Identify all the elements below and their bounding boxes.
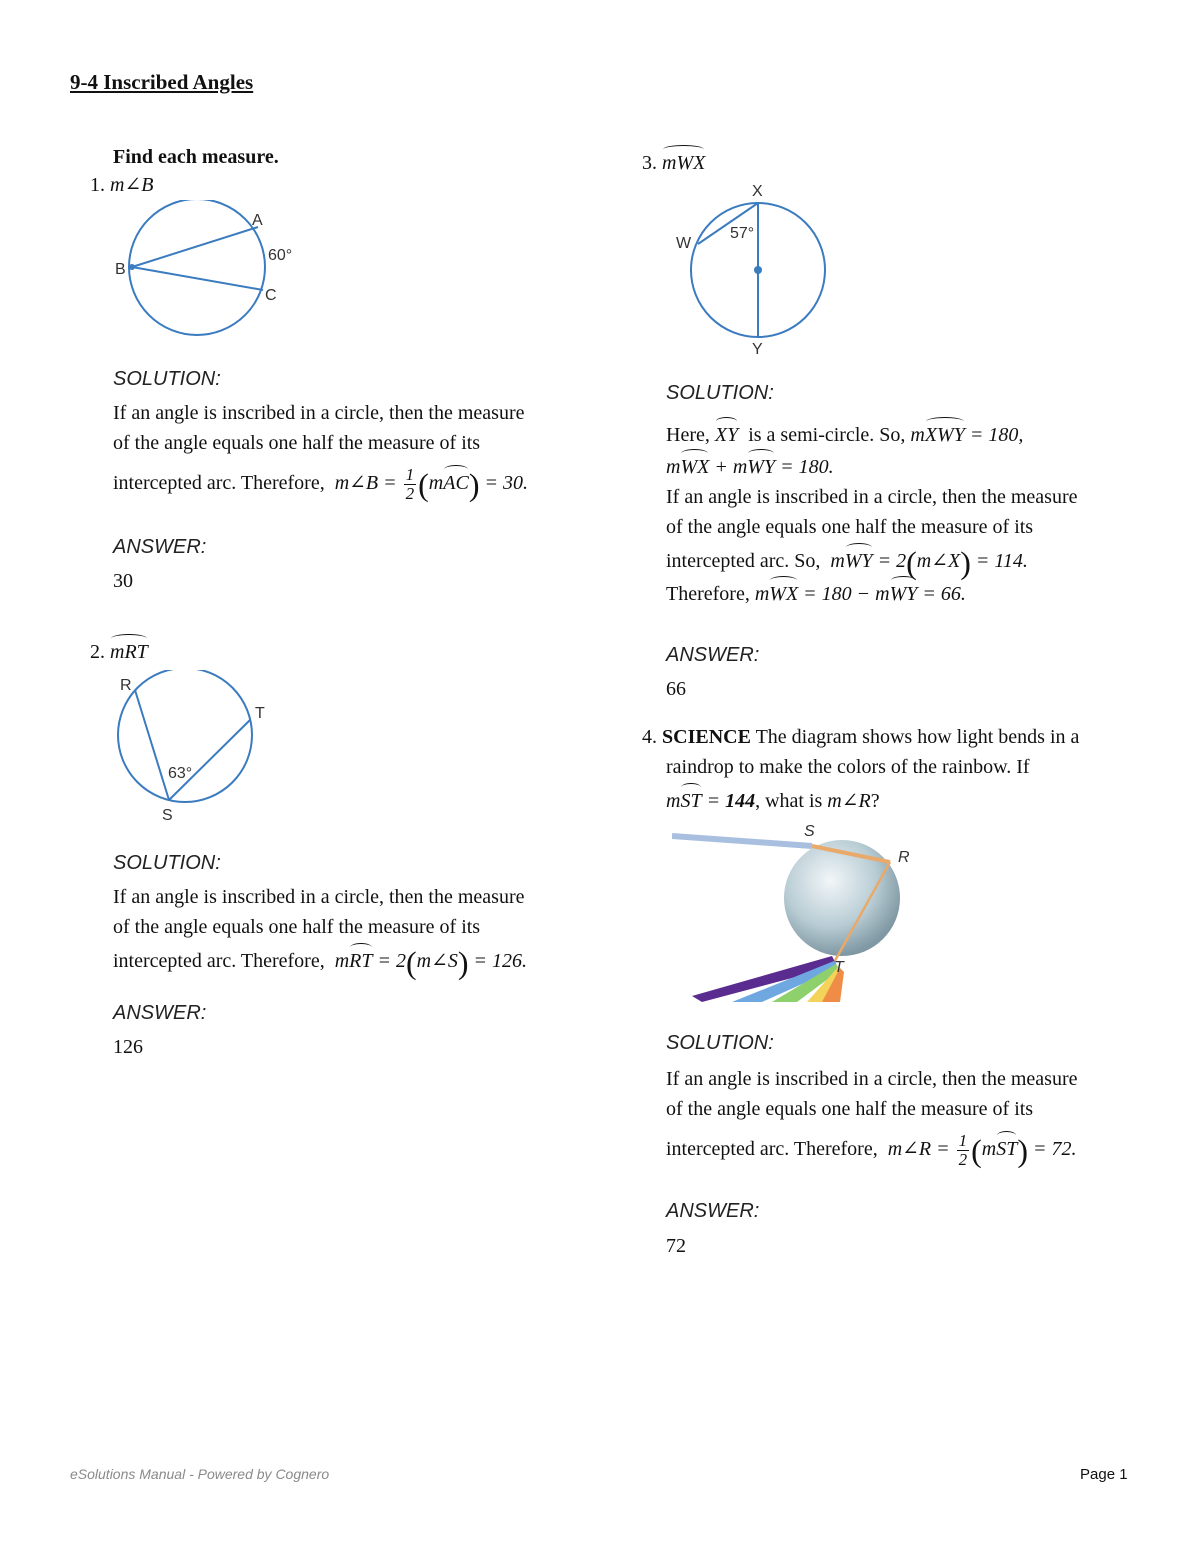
page-title: 9-4 Inscribed Angles [70, 70, 254, 94]
answer-label-2: ANSWER: [113, 1002, 207, 1024]
equation-1: m∠B = $\frac{1}{2}$ (mAC) = 30. [329, 465, 528, 503]
solution-label-2: SOLUTION: [113, 852, 221, 874]
angle-label: 63° [168, 765, 193, 782]
solution-text-1: If an angle is inscribed in a circle, then the measure of the angle equals one half the measure of its intercepted arc. Therefore, m∠B = $\frac{1}{2}$ (mAC) = 30. [113, 402, 528, 503]
solution-text-2: If an angle is inscribed in a circle, then the measure of the angle equals one half the measure of its intercepted arc. Therefore, mRT = 2(m∠S) = 126. [113, 886, 528, 981]
science-keyword: SCIENCE [662, 726, 751, 748]
problem-number: 3. [642, 152, 657, 174]
arc-angle-label: 60° [268, 247, 293, 264]
point-label-r: R [898, 849, 910, 866]
problem-number: 1. [90, 174, 105, 196]
raindrop-figure [672, 818, 922, 1008]
circle-figure-2 [105, 670, 295, 830]
page-number: Page 1 [1080, 1466, 1128, 1483]
problem-3-header [642, 148, 705, 178]
problem-prompt: mWX [662, 148, 705, 178]
footer-source: eSolutions Manual - Powered by Cognero [70, 1466, 330, 1482]
problem-number: 2. [90, 641, 105, 663]
problem-number: 4. [642, 726, 657, 748]
problem-2-header [90, 637, 148, 667]
point-label-r: R [120, 677, 132, 694]
point-label-x: X [752, 183, 763, 200]
answer-value-1: 30 [113, 570, 133, 592]
instructions: Find each measure. [113, 146, 279, 168]
point-label-s: S [162, 807, 173, 824]
answer-label-3: ANSWER: [666, 644, 760, 666]
point-label-y: Y [752, 341, 763, 358]
solution-text-3: Here, XY is a semi-circle. So, mXWY = 180, mWX + mWY = 180. If an angle is inscribed in a circle, then the measure of the angle equals one half the measure of its intercepted arc. So, mWY = 2(m∠X) = 114. Therefore, mWX = 180 − mWY = 66. [666, 420, 1136, 609]
problem-1-header [90, 170, 153, 200]
problem-prompt: mRT [110, 637, 148, 667]
circle-figure-1 [110, 200, 310, 350]
answer-label-4: ANSWER: [666, 1200, 760, 1222]
circle-figure-3 [670, 178, 840, 358]
angle-label: 57° [730, 225, 755, 242]
answer-value-4: 72 [666, 1235, 686, 1257]
solution-label-3: SOLUTION: [666, 382, 774, 404]
equation-2: mRT = 2(m∠S) = 126. [329, 944, 528, 981]
solution-label-1: SOLUTION: [113, 368, 221, 390]
semicircle-line: Here, XY is a semi-circle. So, mXWY = 180, [666, 420, 1136, 450]
answer-value-2: 126 [113, 1036, 143, 1058]
point-label-t: T [834, 959, 844, 976]
answer-value-3: 66 [666, 678, 686, 700]
point-label-a: A [252, 212, 263, 229]
point-label-b: B [115, 261, 126, 278]
point-label-t: T [255, 705, 265, 722]
answer-label-1: ANSWER: [113, 536, 207, 558]
equation-4: m∠R = $\frac{1}{2}$ (mST) = 72. [882, 1131, 1077, 1169]
problem-4-header: 4. SCIENCE The diagram shows how light bends in a raindrop to make the colors of the rainbow. If mST = 144, what is m∠R? [642, 722, 1132, 816]
point-label-c: C [265, 287, 277, 304]
solution-label-4: SOLUTION: [666, 1032, 774, 1054]
point-label-w: W [676, 235, 692, 252]
problem-prompt: m∠B [110, 174, 154, 196]
solution-text-4: If an angle is inscribed in a circle, then the measure of the angle equals one half the measure of its intercepted arc. Therefore, m∠R = $\frac{1}{2}$ (mST) = 72. [666, 1068, 1078, 1169]
point-label-s: S [804, 823, 815, 840]
